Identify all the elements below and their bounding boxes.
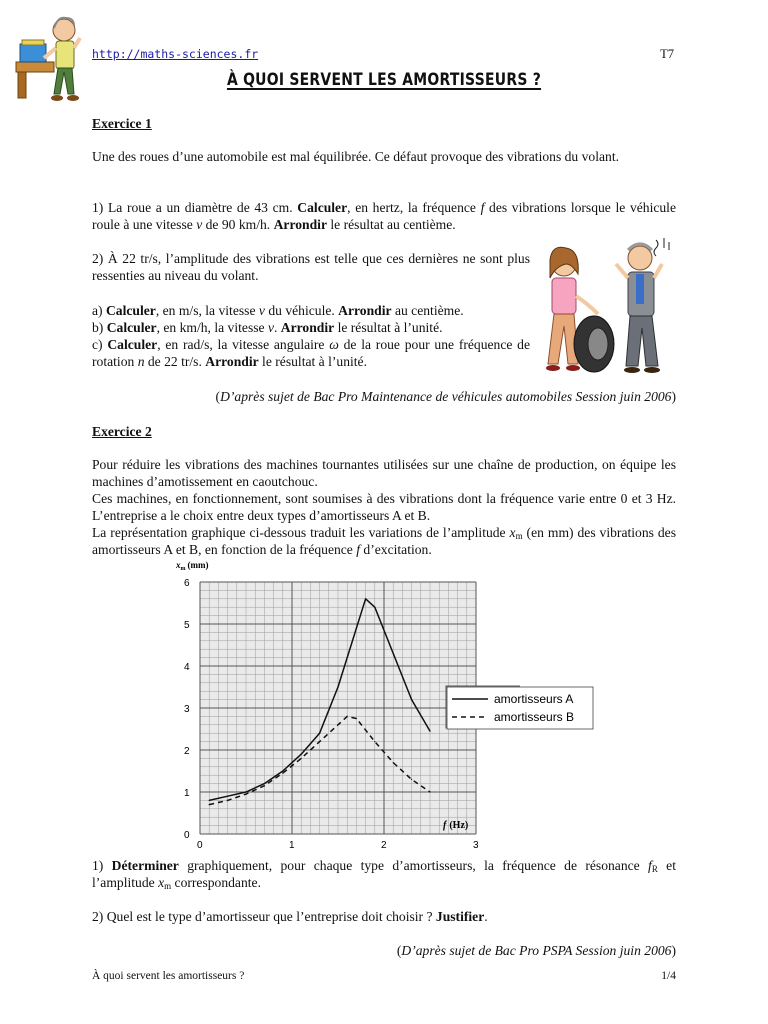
exercise-2-question-1: 1) Déterminer graphiquement, pour chaque type d’amortisseurs, la fréquence de résonance $f_R$ et l’amplitude $x_m$ correspondante. — [92, 858, 676, 891]
exercise-1-question-2a: a) Calculer, en m/s, la vitesse v du véhicule. Arrondir au centième. — [92, 303, 464, 318]
chart-x-axis-label: f (Hz) — [443, 820, 469, 831]
series-point-b — [337, 724, 338, 725]
exercise-2-source: (D’après sujet de Bac Pro PSPA Session juin 2006) — [396, 943, 676, 958]
series-point-b — [356, 718, 357, 719]
series-point-b — [347, 716, 348, 717]
exercise-2-paragraph-2: Ces machines, en fonctionnement, sont soumises à des vibrations dont la fréquence varie entre 0 et 3 Hz. L’entreprise a le choix entre deux types d’amortisseurs A et B. — [92, 491, 676, 523]
x-tick-label: 3 — [473, 840, 479, 851]
chart-y-ticks — [184, 578, 190, 841]
exercise-2-heading: Exercice 2 — [92, 424, 152, 439]
exercise-1-intro: Une des roues d’une automobile est mal équilibrée. Ce défaut provoque des vibrations du volant. — [92, 149, 619, 164]
y-tick-label: 3 — [184, 704, 190, 715]
series-point-a — [227, 796, 228, 797]
exercise-1-question-1: 1) La roue a un diamètre de 43 cm. Calculer, en hertz, la fréquence f des vibrations lorsque le véhicule roule à une vitesse v de 90 km/h. Arrondir le résultat au centième. — [92, 200, 676, 232]
exercise-1-question-2b: b) Calculer, en km/h, la vitesse v. Arrondir le résultat à l’unité. — [92, 320, 443, 335]
series-point-a — [356, 628, 357, 629]
y-tick-label: 2 — [184, 746, 190, 757]
series-point-b — [301, 758, 302, 759]
footer-title: À quoi servent les amortisseurs ? — [92, 970, 245, 982]
exercise-1-question-2: 2) À 22 tr/s, l’amplitude des vibrations est telle que ces dernières ne sont plus ressenties au niveau du volant. — [92, 251, 530, 283]
series-point-a — [374, 607, 375, 608]
exercise-1-question-2c: c) Calculer, en rad/s, la vitesse angulaire ω de la roue pour une fréquence de rotation n de 22 tr/s. Arrondir le résultat à l’unité. — [92, 337, 530, 369]
x-tick-label: 2 — [381, 840, 387, 851]
series-point-a — [393, 653, 394, 654]
series-point-a — [209, 800, 210, 801]
series-point-b — [429, 791, 430, 792]
sheet-code: T7 — [660, 47, 674, 61]
series-point-a — [429, 731, 430, 732]
x-tick-label: 1 — [289, 840, 295, 851]
page-title: À QUOI SERVENT LES AMORTISSEURS ? — [226, 70, 542, 90]
exercise-2-question-2: 2) Quel est le type d’amortisseur que l’entreprise doit choisir ? Justifier. — [92, 909, 488, 924]
legend-label-b: amortisseurs B — [494, 710, 575, 724]
series-point-b — [209, 804, 210, 805]
chart-y-axis-label: $x_m$ (mm) — [176, 560, 209, 572]
exercise-2-paragraph-3: La représentation graphique ci-dessous traduit les variations de l’amplitude $x_m$ (en mm) des vibrations des amortisseurs A et B, en fonction de la fréquence f d’excitation. — [92, 525, 676, 557]
series-point-b — [264, 785, 265, 786]
chart-legend-panel — [446, 686, 596, 730]
series-point-b — [374, 741, 375, 742]
teacher-illustration — [14, 10, 90, 106]
series-point-b — [411, 779, 412, 780]
exercise-1-source: (D’après sujet de Bac Pro Maintenance de véhicules automobiles Session juin 2006) — [215, 389, 676, 404]
series-point-b — [227, 800, 228, 801]
series-point-b — [282, 773, 283, 774]
series-point-b — [393, 762, 394, 763]
series-point-a — [337, 686, 338, 687]
series-point-b — [319, 741, 320, 742]
car-wheel-illustration — [536, 234, 678, 378]
y-tick-label: 1 — [184, 788, 190, 799]
legend-label-a: amortisseurs A — [494, 692, 574, 706]
page-number: 1/4 — [661, 970, 676, 982]
exercise-2-paragraph-1: Pour réduire les vibrations des machines tournantes utilisées sur une chaîne de production, on équipe les machines d’amotissement en caoutchouc. — [92, 457, 676, 489]
chart-x-ticks — [197, 840, 479, 851]
series-point-a — [301, 754, 302, 755]
y-tick-label: 6 — [184, 578, 190, 589]
site-url-link[interactable]: http://maths-sciences.fr — [92, 47, 259, 61]
x-tick-label: 0 — [197, 840, 203, 851]
exercise-1-heading: Exercice 1 — [92, 116, 152, 131]
series-point-b — [245, 794, 246, 795]
series-point-a — [264, 783, 265, 784]
y-tick-label: 4 — [184, 662, 190, 673]
series-point-a — [411, 699, 412, 700]
y-tick-label: 0 — [184, 830, 190, 841]
series-point-a — [245, 791, 246, 792]
series-point-a — [282, 770, 283, 771]
y-tick-label: 5 — [184, 620, 190, 631]
series-point-a — [365, 598, 366, 599]
series-point-a — [319, 733, 320, 734]
